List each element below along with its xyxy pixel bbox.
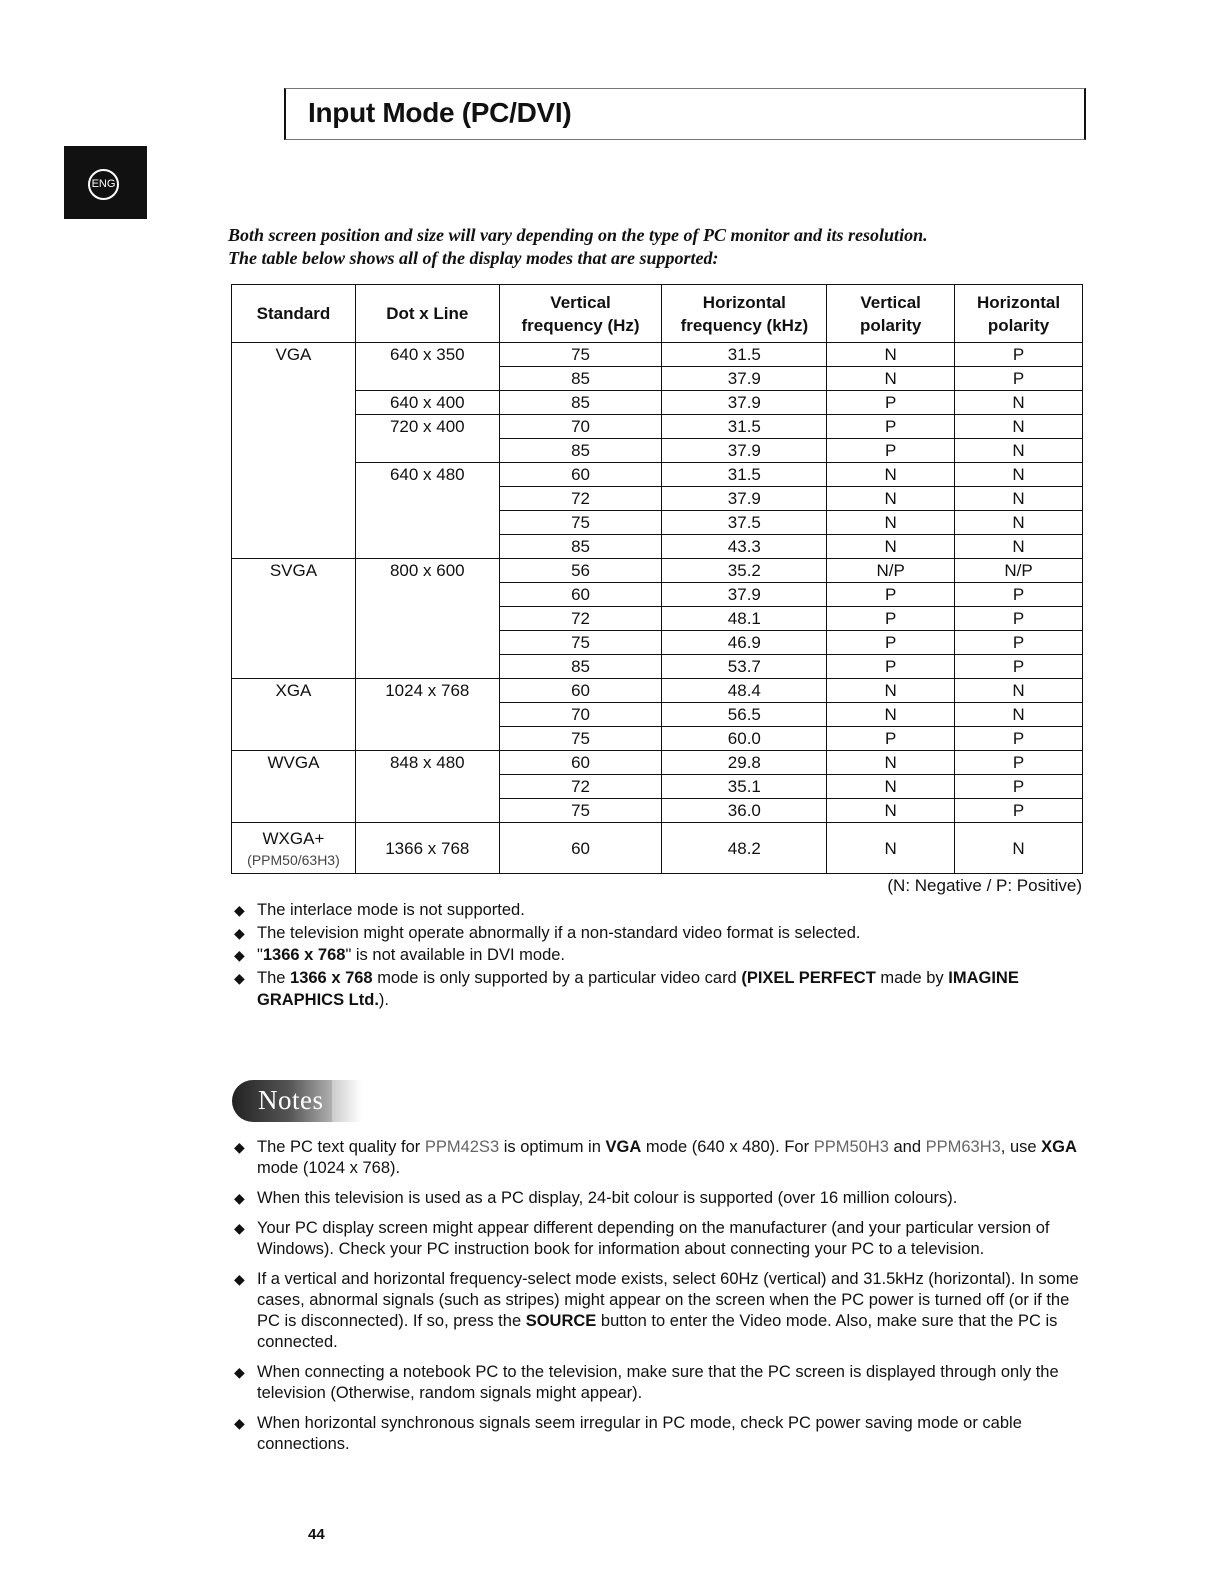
dot-line-cell: 800 x 600: [355, 559, 499, 679]
value-cell: 31.5: [662, 343, 827, 367]
value-cell: N: [955, 463, 1083, 487]
note-item-text: [257, 1188, 957, 1209]
notes-label: Notes: [258, 1085, 324, 1115]
standard-cell: [232, 823, 356, 874]
text-run: The interlace mode is not supported.: [257, 901, 525, 919]
column-header-text: frequency (Hz): [521, 315, 640, 335]
column-header: [955, 285, 1083, 343]
value-cell: P: [955, 343, 1083, 367]
value-cell: P: [827, 631, 955, 655]
table-row: [232, 415, 1083, 439]
bullet-item: [234, 899, 1094, 922]
note-item-text: [257, 1218, 1094, 1260]
column-header-text: frequency (kHz): [680, 315, 809, 335]
diamond-bullet-icon: ◆: [234, 1364, 245, 1380]
column-header-text: Standard: [256, 304, 331, 323]
text-run: The: [257, 968, 291, 987]
value-cell: 60: [499, 463, 662, 487]
value-cell: P: [955, 751, 1083, 775]
column-header: [827, 285, 955, 343]
text-run: ": [257, 946, 263, 964]
value-cell: N: [827, 343, 955, 367]
dot-line-cell: 1366 x 768: [355, 823, 499, 874]
bullet-item-text: [257, 922, 860, 945]
value-cell: P: [955, 655, 1083, 679]
text-run: , use: [1000, 1138, 1042, 1156]
column-header-text: polarity: [987, 315, 1050, 335]
table-body: [232, 343, 1083, 874]
notes-list: [234, 1137, 1094, 1464]
value-cell: 43.3: [662, 535, 827, 559]
dot-line-cell: 640 x 480: [355, 463, 499, 559]
page-number: 44: [308, 1526, 325, 1543]
text-run: PPM42S3: [424, 1138, 500, 1156]
diamond-bullet-icon: ◆: [234, 1220, 245, 1236]
value-cell: N: [827, 535, 955, 559]
column-header-text: Horizontal: [976, 292, 1061, 312]
value-cell: 53.7: [662, 655, 827, 679]
table-row: [232, 343, 1083, 367]
standard-cell: [232, 559, 356, 679]
value-cell: 56.5: [662, 703, 827, 727]
value-cell: P: [955, 799, 1083, 823]
value-cell: 85: [499, 367, 662, 391]
diamond-bullet-icon: ◆: [234, 924, 245, 941]
value-cell: N: [955, 535, 1083, 559]
value-cell: P: [955, 583, 1083, 607]
value-cell: 72: [499, 607, 662, 631]
note-item: [234, 1362, 1094, 1404]
value-cell: 46.9: [662, 631, 827, 655]
value-cell: P: [827, 415, 955, 439]
value-cell: P: [827, 439, 955, 463]
text-run: mode (640 x 480). For: [641, 1138, 814, 1156]
text-run: The PC text quality for: [257, 1138, 425, 1156]
text-run: " is not available in DVI mode.: [345, 946, 566, 964]
value-cell: 48.4: [662, 679, 827, 703]
diamond-bullet-icon: ◆: [234, 1271, 245, 1287]
text-run: 1366 x 768: [290, 968, 373, 987]
note-item: [234, 1269, 1094, 1353]
text-run: ).: [378, 991, 390, 1009]
value-cell: 29.8: [662, 751, 827, 775]
text-run: 1366 x 768: [262, 946, 346, 964]
intro-line-2: The table below shows all of the display modes that are supported:: [228, 248, 719, 268]
notes-badge: [232, 1080, 362, 1122]
text-run: SOURCE: [525, 1312, 597, 1330]
note-item-text: [257, 1137, 1094, 1179]
value-cell: P: [955, 367, 1083, 391]
diamond-bullet-icon: ◆: [234, 1139, 245, 1155]
value-cell: 31.5: [662, 463, 827, 487]
text-run: (PIXEL PERFECT: [741, 968, 876, 987]
table-row: [232, 751, 1083, 775]
value-cell: 37.5: [662, 511, 827, 535]
text-run: Your PC display screen might appear different depending on the manufacturer (and your particular version of Windows). Check your PC instruction book for information about connecting your PC to a television.: [257, 1219, 1050, 1258]
diamond-bullet-icon: ◆: [234, 902, 245, 918]
text-run: VGA: [605, 1138, 642, 1156]
standard-cell: [232, 679, 356, 751]
eng-icon: ENG: [88, 169, 119, 200]
column-header: [499, 285, 662, 343]
value-cell: N: [827, 751, 955, 775]
value-cell: 72: [499, 487, 662, 511]
note-item: [234, 1218, 1094, 1260]
bullet-item: [234, 922, 1094, 945]
text-run: mode is only supported by a particular video card: [372, 968, 742, 987]
standard-name: SVGA: [269, 561, 318, 580]
bullet-list: [234, 899, 1094, 1012]
standard-name: WXGA+: [262, 828, 325, 848]
bullet-item-text: [257, 967, 1094, 1012]
dot-line-cell: 720 x 400: [355, 415, 499, 463]
text-run: IMAGINE GRAPHICS Ltd.: [257, 968, 1019, 1009]
note-item: [234, 1188, 1094, 1209]
bullet-item: [234, 967, 1094, 1012]
value-cell: P: [827, 583, 955, 607]
table-row: [232, 559, 1083, 583]
value-cell: 85: [499, 655, 662, 679]
value-cell: 60: [499, 679, 662, 703]
column-header: [355, 285, 499, 343]
column-header: [662, 285, 827, 343]
column-header-text: Vertical: [860, 292, 921, 312]
value-cell: 56: [499, 559, 662, 583]
value-cell: P: [955, 631, 1083, 655]
text-run: If a vertical and horizontal frequency-select mode exists, select 60Hz (vertical) and 31.5kHz (horizontal). In some cases, abnormal signals (such as stripes) might appear on the screen when the PC power is turned off (or if the PC is disconnected). If so, press the: [257, 1270, 1079, 1330]
column-header-text: polarity: [859, 315, 922, 335]
value-cell: 60: [499, 583, 662, 607]
diamond-bullet-icon: ◆: [234, 969, 245, 986]
text-run: PPM63H3: [925, 1138, 1001, 1156]
value-cell: 75: [499, 799, 662, 823]
diamond-bullet-icon: ◆: [234, 1190, 245, 1206]
table-row: [232, 463, 1083, 487]
value-cell: 60: [499, 823, 662, 874]
value-cell: P: [955, 607, 1083, 631]
language-tab: [64, 146, 147, 219]
value-cell: N: [827, 703, 955, 727]
value-cell: N: [955, 679, 1083, 703]
table-row: [232, 391, 1083, 415]
bullet-item-text: [257, 944, 565, 967]
value-cell: N: [827, 799, 955, 823]
column-header-text: Dot x Line: [386, 304, 469, 323]
text-run: button to enter the Video mode. Also, make sure that the PC is connected.: [257, 1312, 1058, 1351]
polarity-legend: (N: Negative / P: Positive): [887, 876, 1082, 895]
value-cell: N: [827, 487, 955, 511]
text-run: made by: [875, 968, 949, 987]
value-cell: 75: [499, 343, 662, 367]
notes-fade: [332, 1080, 362, 1122]
value-cell: 85: [499, 439, 662, 463]
value-cell: P: [955, 727, 1083, 751]
dot-line-cell: 640 x 400: [355, 391, 499, 415]
table-header-row: [232, 285, 1083, 343]
value-cell: N: [955, 823, 1083, 874]
diamond-bullet-icon: ◆: [234, 947, 245, 963]
value-cell: N: [827, 679, 955, 703]
value-cell: N: [827, 367, 955, 391]
value-cell: 72: [499, 775, 662, 799]
value-cell: 31.5: [662, 415, 827, 439]
diamond-bullet-icon: ◆: [234, 1415, 245, 1431]
value-cell: P: [827, 607, 955, 631]
value-cell: P: [827, 391, 955, 415]
title-box: [284, 88, 1086, 140]
bullet-item: [234, 944, 1094, 967]
text-run: The television might operate abnormally if a non-standard video format is selected.: [257, 923, 861, 942]
value-cell: 85: [499, 391, 662, 415]
value-cell: P: [827, 655, 955, 679]
value-cell: 75: [499, 511, 662, 535]
text-run: XGA: [1041, 1138, 1077, 1156]
value-cell: N: [955, 439, 1083, 463]
value-cell: 75: [499, 631, 662, 655]
value-cell: 60: [499, 751, 662, 775]
value-cell: N/P: [827, 559, 955, 583]
value-cell: N: [955, 391, 1083, 415]
note-item-text: [257, 1269, 1094, 1353]
value-cell: 37.9: [662, 487, 827, 511]
value-cell: 37.9: [662, 439, 827, 463]
value-cell: N: [955, 415, 1083, 439]
intro-text: [228, 224, 1128, 270]
standard-name: XGA: [275, 681, 312, 700]
text-run: is optimum in: [499, 1138, 606, 1156]
value-cell: N: [827, 463, 955, 487]
value-cell: N: [955, 511, 1083, 535]
note-item-text: [257, 1362, 1094, 1404]
value-cell: 60.0: [662, 727, 827, 751]
value-cell: 70: [499, 415, 662, 439]
value-cell: N: [827, 823, 955, 874]
text-run: PPM50H3: [813, 1138, 889, 1156]
display-modes-table: [231, 284, 1083, 874]
standard-sub: (PPM50/63H3): [247, 851, 340, 868]
value-cell: P: [955, 775, 1083, 799]
standard-name: VGA: [275, 345, 312, 364]
standard-cell: [232, 343, 356, 559]
value-cell: 85: [499, 535, 662, 559]
text-run: When this television is used as a PC display, 24-bit colour is supported (over 16 million colours).: [257, 1189, 958, 1207]
note-item: [234, 1137, 1094, 1179]
text-run: and: [888, 1138, 926, 1156]
note-item-text: [257, 1413, 1094, 1455]
value-cell: 75: [499, 727, 662, 751]
standard-cell: [232, 751, 356, 823]
value-cell: N: [827, 775, 955, 799]
standard-name: WVGA: [267, 753, 320, 772]
text-run: When connecting a notebook PC to the television, make sure that the PC screen is displayed through only the television (Otherwise, random signals might appear).: [257, 1363, 1059, 1402]
column-header: [232, 285, 356, 343]
table-row: [232, 823, 1083, 874]
page-title: Input Mode (PC/DVI): [308, 97, 572, 128]
intro-line-1: Both screen position and size will vary depending on the type of PC monitor and its resolution.: [228, 225, 928, 245]
value-cell: N: [827, 511, 955, 535]
column-header-text: Horizontal: [702, 292, 786, 312]
value-cell: 35.2: [662, 559, 827, 583]
text-run: mode (1024 x 768).: [257, 1159, 401, 1177]
dot-line-cell: 1024 x 768: [355, 679, 499, 751]
value-cell: 36.0: [662, 799, 827, 823]
text-run: When horizontal synchronous signals seem irregular in PC mode, check PC power saving mode or cable connections.: [257, 1414, 1022, 1453]
value-cell: N: [955, 703, 1083, 727]
value-cell: 37.9: [662, 583, 827, 607]
value-cell: N/P: [955, 559, 1083, 583]
dot-line-cell: 640 x 350: [355, 343, 499, 391]
value-cell: P: [827, 727, 955, 751]
value-cell: 37.9: [662, 391, 827, 415]
value-cell: 37.9: [662, 367, 827, 391]
value-cell: 35.1: [662, 775, 827, 799]
note-item: [234, 1413, 1094, 1455]
bullet-item-text: [257, 899, 525, 922]
table-row: [232, 679, 1083, 703]
column-header-text: Vertical: [550, 292, 611, 312]
value-cell: 48.2: [662, 823, 827, 874]
value-cell: 48.1: [662, 607, 827, 631]
dot-line-cell: 848 x 480: [355, 751, 499, 823]
value-cell: N: [955, 487, 1083, 511]
value-cell: 70: [499, 703, 662, 727]
